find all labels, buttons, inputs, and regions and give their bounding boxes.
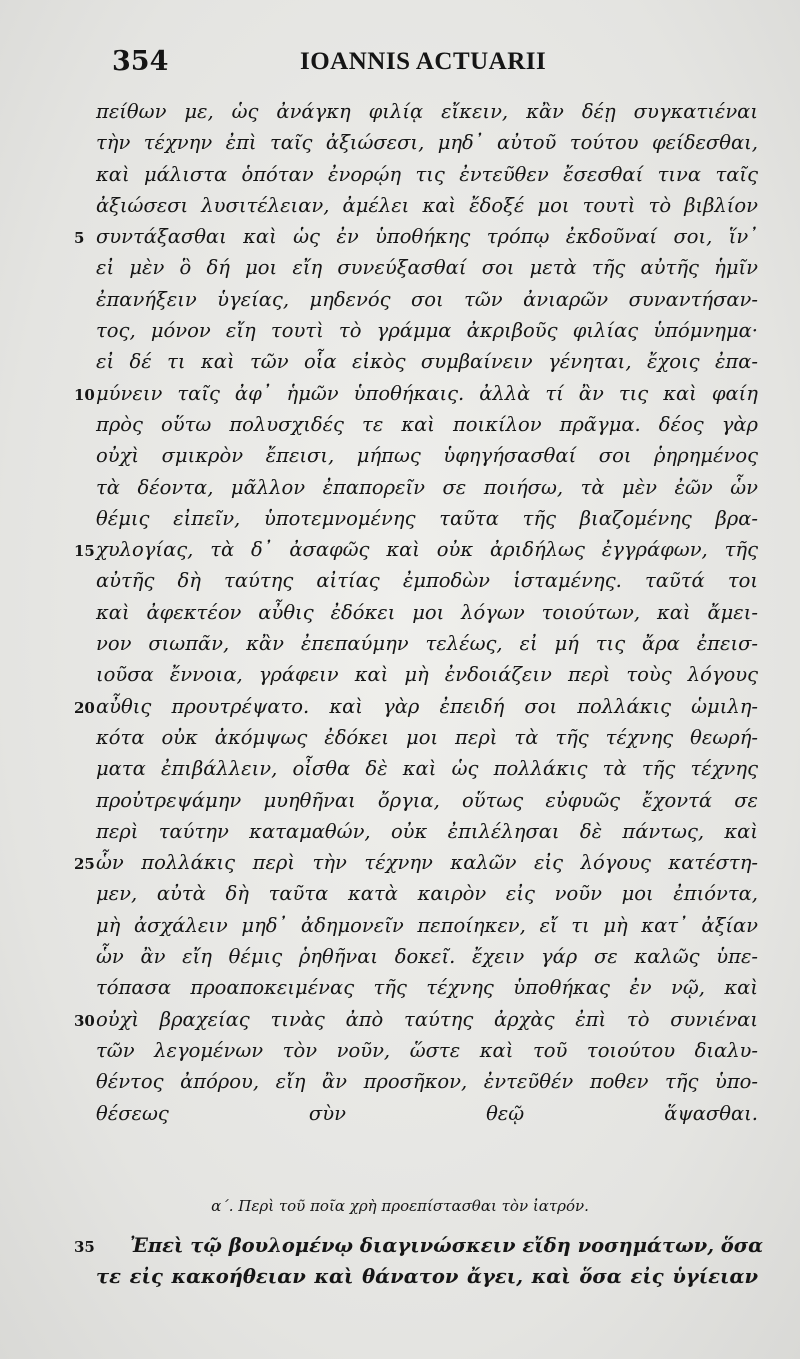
line-text: τος, μόνον εἴη τουτὶ τὸ γράμμα ἀκριβοῦς φιλίας ὑπόμνημα·: [96, 319, 758, 343]
page-number: 354: [112, 46, 169, 77]
text-line: [0, 319, 800, 350]
text-line: [0, 914, 800, 945]
line-text: τὰ δέοντα, μᾶλλον ἐπαπορεῖν σε ποιήσω, τὰ μὲν ἐῶν ὧν: [96, 475, 758, 499]
line-text: περὶ ταύτην καταμαθών, οὐκ ἐπιλέλησαι δὲ πάντως, καὶ: [96, 819, 758, 843]
text-line: [0, 820, 800, 851]
line-number: 25: [74, 855, 95, 874]
text-line: [0, 538, 800, 569]
text-line: [0, 100, 800, 131]
text-line: [0, 663, 800, 694]
line-text: μύνειν ταῖς ἀφ᾽ ἡμῶν ὑποθήκαις. ἀλλὰ τί ἂν τις καὶ φαίη: [96, 381, 758, 405]
line-text: τόπασα προαποκειμένας τῆς τέχνης ὑποθήκας ἐν νῷ, καὶ: [96, 976, 758, 1000]
line-text: προὐτρεψάμην μυηθῆναι ὄργια, οὕτως εὐφυῶς ἔχοντά σε: [96, 788, 758, 812]
line-text: τὴν τέχνην ἐπὶ ταῖς ἀξιώσεσι, μηδ᾽ αὐτοῦ τούτου φείδεσθαι,: [96, 131, 758, 155]
text-line: [0, 601, 800, 632]
text-line: [0, 726, 800, 757]
section-opening-text: [0, 1234, 800, 1297]
text-line: [0, 1265, 800, 1296]
text-line: [0, 851, 800, 882]
text-line: [0, 1102, 800, 1133]
text-line: [0, 476, 800, 507]
line-number: 30: [74, 1011, 95, 1030]
line-text: τῶν λεγομένων τὸν νοῦν, ὥστε καὶ τοῦ τοιούτου διαλυ-: [96, 1038, 758, 1062]
line-text: αὖθις προυτρέψατο. καὶ γὰρ ἐπειδή σοι πολλάκις ὡμιλη-: [96, 694, 758, 718]
line-text: οὐχὶ βραχείας τινὰς ἀπὸ ταύτης ἀρχὰς ἐπὶ τὸ συνιέναι: [96, 1007, 758, 1031]
line-text: οὐχὶ σμικρὸν ἔπεισι, μήπως ὑφηγήσασθαί σοι ῥηρημένος: [96, 444, 758, 468]
text-line: [0, 632, 800, 663]
line-number: 20: [74, 698, 95, 717]
line-number: 5: [74, 229, 85, 248]
line-number: 15: [74, 542, 95, 561]
line-text: μὴ ἀσχάλειν μηδ᾽ ἀδημονεῖν πεποίηκεν, εἴ τι μὴ κατ᾽ ἀξίαν: [96, 913, 758, 937]
text-line: [0, 757, 800, 788]
text-line: [0, 131, 800, 162]
line-text: ὧν ἂν εἴη θέμις ῥηθῆναι δοκεῖ. ἔχειν γάρ σε καλῶς ὑπε-: [96, 945, 758, 969]
line-text: πρὸς οὕτω πολυσχιδές τε καὶ ποικίλον πρᾶγμα. δέος γὰρ: [96, 412, 758, 436]
line-text: θέσεως σὺν θεῷ ἅψασθαι.: [96, 1101, 758, 1125]
text-line: [0, 225, 800, 256]
line-number: 35: [74, 1238, 95, 1256]
line-text: ιοῦσα ἔννοια, γράφειν καὶ μὴ ἐνδοιάζειν περὶ τοὺς λόγους: [96, 663, 758, 687]
text-line: [0, 882, 800, 913]
line-text: χυλογίας, τὰ δ᾽ ἀσαφῶς καὶ οὐκ ἀριδήλως ἐγγράφων, τῆς: [96, 538, 758, 562]
line-text: ἐπανήξειν ὑγείας, μηδενός σοι τῶν ἀνιαρῶν συναντήσαν-: [96, 287, 758, 311]
text-line: [0, 413, 800, 444]
text-line: [0, 789, 800, 820]
section-heading: α΄. Περὶ τοῦ ποῖα χρὴ προεπίστασθαι τὸν ἰατρόν.: [211, 1197, 589, 1215]
text-line: [0, 976, 800, 1007]
body-text: [0, 100, 800, 1133]
line-text: κότα οὐκ ἀκόμψως ἐδόκει μοι περὶ τὰ τῆς τέχνης θεωρή-: [96, 725, 758, 749]
text-line: [0, 1234, 800, 1265]
line-text: ἀξιώσεσι λυσιτέλειαν, ἀμέλει καὶ ἔδοξέ μοι τουτὶ τὸ βιβλίον: [96, 193, 758, 217]
line-text: συντάξασθαι καὶ ὡς ἐν ὑποθήκης τρόπῳ ἐκδοῦναί σοι, ἵν᾽: [96, 225, 758, 249]
line-text: αὐτῆς δὴ ταύτης αἰτίας ἐμποδὼν ἱσταμένης. ταῦτά τοι: [96, 569, 758, 593]
line-text: εἰ δέ τι καὶ τῶν οἷα εἰκὸς συμβαίνειν γένηται, ἔχοις ἐπα-: [96, 350, 758, 374]
text-line: [0, 382, 800, 413]
text-line: [0, 1039, 800, 1070]
running-head: IOANNIS ACTUARII: [300, 48, 547, 75]
text-line: [0, 1070, 800, 1101]
line-text: μεν, αὐτὰ δὴ ταῦτα κατὰ καιρὸν εἰς νοῦν μοι ἐπιόντα,: [96, 882, 758, 906]
line-text: καὶ μάλιστα ὁπόταν ἐνορῴη τις ἐντεῦθεν ἔσεσθαί τινα ταῖς: [96, 162, 758, 186]
page-header: [0, 46, 800, 86]
line-text: εἰ μὲν ὃ δή μοι εἴη συνεύξασθαί σοι μετὰ τῆς αὐτῆς ἡμῖν: [96, 256, 758, 280]
text-line: [0, 569, 800, 600]
line-text: θέντος ἀπόρου, εἴη ἂν προσῆκον, ἐντεῦθέν ποθεν τῆς ὑπο-: [96, 1070, 758, 1094]
line-text: ὧν πολλάκις περὶ τὴν τέχνην καλῶν εἰς λόγους κατέστη-: [96, 851, 758, 875]
text-line: [0, 350, 800, 381]
text-line: [0, 194, 800, 225]
text-line: [0, 288, 800, 319]
text-line: [0, 444, 800, 475]
line-text: Ἐπεὶ τῷ βουλομένῳ διαγινώσκειν εἴδη νοσημάτων, ὅσα: [130, 1234, 764, 1257]
text-line: [0, 256, 800, 287]
text-line: [0, 695, 800, 726]
line-text: θέμις εἰπεῖν, ὑποτεμνομένης ταῦτα τῆς βιαζομένης βρα-: [96, 506, 758, 530]
line-number: 10: [74, 385, 95, 404]
text-line: [0, 1008, 800, 1039]
line-text: πείθων με, ὡς ἀνάγκη φιλίᾳ εἴκειν, κἂν δέῃ συγκατιέναι: [96, 100, 758, 123]
text-line: [0, 163, 800, 194]
line-text: καὶ ἀφεκτέον αὖθις ἐδόκει μοι λόγων τοιούτων, καὶ ἄμει-: [96, 600, 758, 624]
text-line: [0, 507, 800, 538]
text-line: [0, 945, 800, 976]
line-text: νον σιωπᾶν, κἂν ἐπεπαύμην τελέως, εἰ μή τις ἄρα ἐπεισ-: [96, 632, 758, 656]
line-text: τε εἰς κακοήθειαν καὶ θάνατον ἄγει, καὶ ὅσα εἰς ὑγίειαν: [96, 1265, 758, 1289]
line-text: ματα ἐπιβάλλειν, οἶσθα δὲ καὶ ὡς πολλάκις τὰ τῆς τέχνης: [96, 757, 758, 781]
